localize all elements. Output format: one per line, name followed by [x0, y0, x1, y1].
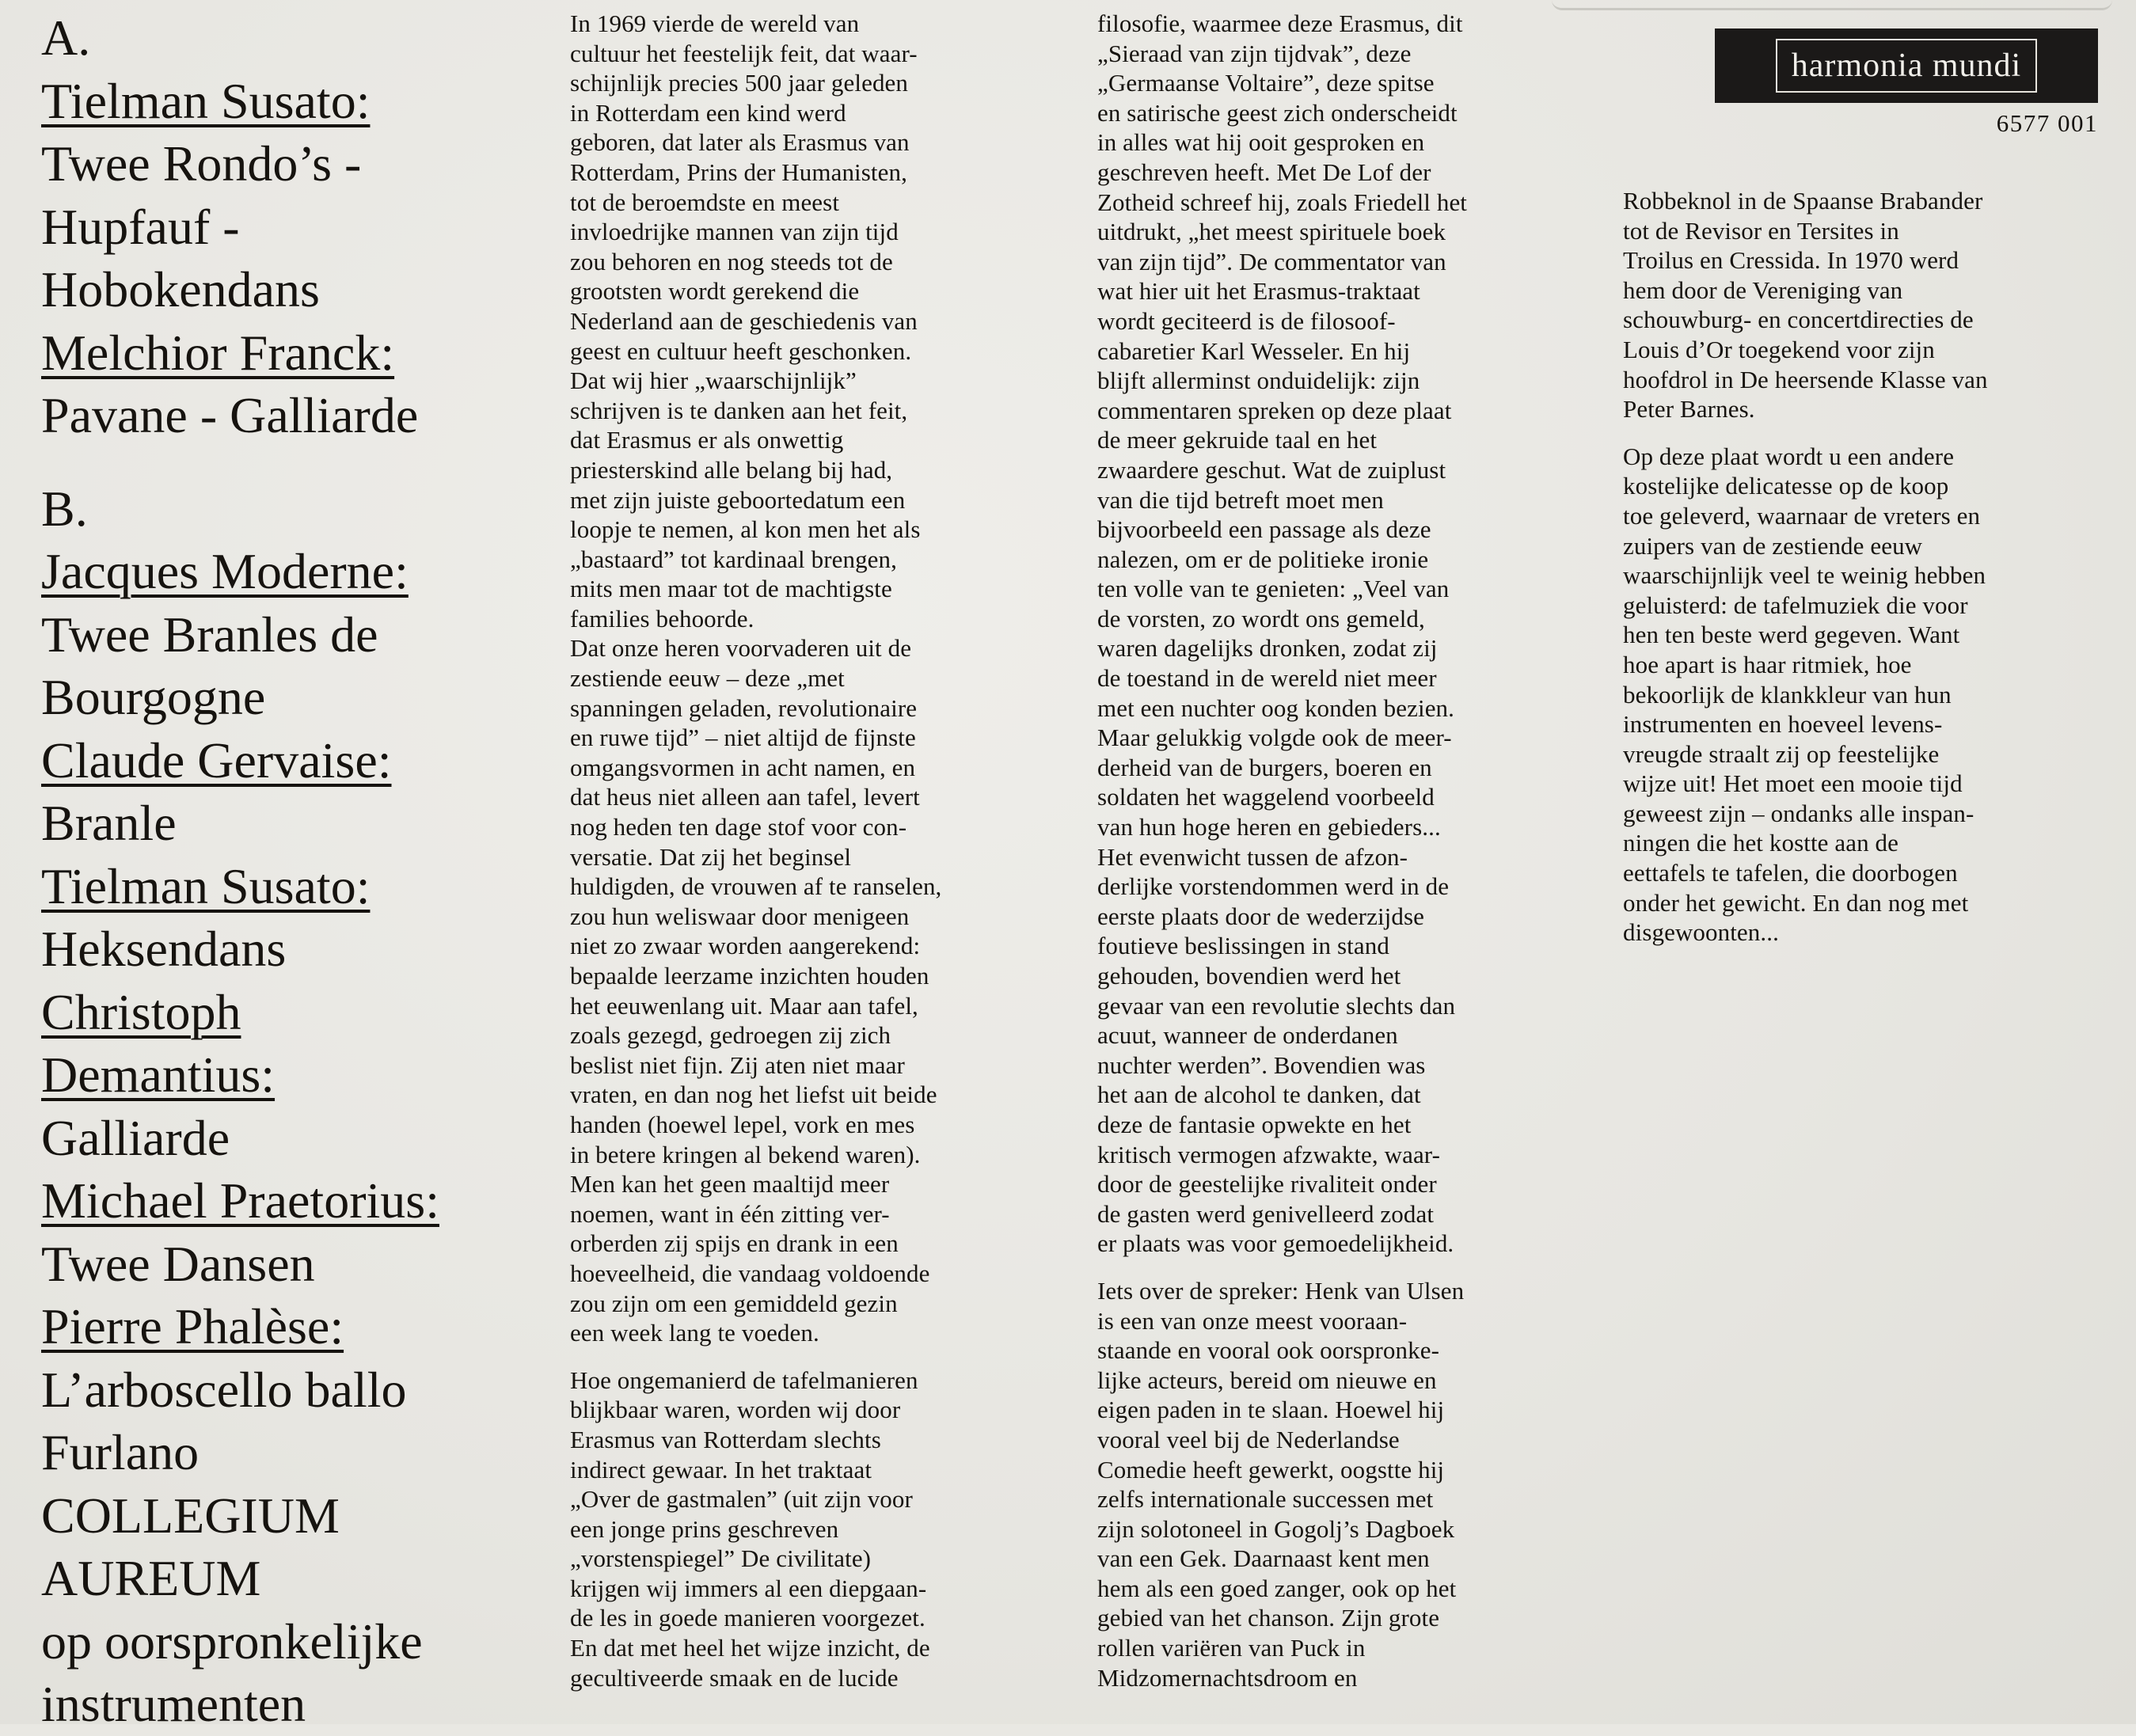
- side-b-label: B.: [41, 480, 88, 537]
- text-line: Op deze plaat wordt u een andere: [1623, 442, 1955, 470]
- side-a-tracks: [41, 70, 548, 447]
- text-line: gevaar van een revolutie slechts dan: [1097, 991, 1456, 1020]
- text-line: vraten, en dan nog het liefst uit beide: [570, 1081, 937, 1109]
- work-title: Twee Dansen: [41, 1235, 315, 1292]
- text-line: Dat onze heren voorvaderen uit de: [570, 634, 912, 663]
- work-title: Hupfauf -: [41, 198, 240, 255]
- composer-name: Tielman Susato:: [41, 857, 371, 914]
- text-line: wijze uit! Het moet een mooie tijd: [1623, 769, 1963, 798]
- text-line: acuut, wanneer de onderdanen: [1097, 1021, 1398, 1050]
- text-line: wordt geciteerd is de filosoof-: [1097, 306, 1396, 335]
- text-line: de toestand in de wereld niet meer: [1097, 664, 1437, 693]
- text-line: zou zijn om een gemiddeld gezin: [570, 1289, 898, 1317]
- paragraph: [1623, 442, 2114, 948]
- work-title: Furlano: [41, 1424, 200, 1480]
- text-line: versatie. Dat zij het beginsel: [570, 842, 852, 871]
- text-line: In 1969 vierde de wereld van: [570, 9, 860, 37]
- text-line: Troilus en Cressida. In 1970 werd: [1623, 246, 1959, 275]
- text-line: instrumenten en hoeveel levens-: [1623, 710, 1943, 739]
- work-title: AUREUM: [41, 1550, 261, 1606]
- text-line: gehouden, bovendien werd het: [1097, 962, 1401, 990]
- paragraph-gap: [1097, 1259, 1572, 1276]
- text-line: hoe apart is haar ritmiek, hoe: [1623, 650, 1912, 678]
- text-line: geest en cultuur heeft geschonken.: [570, 336, 912, 365]
- text-line: is een van onze meest vooraan-: [1097, 1306, 1408, 1335]
- text-line: waarschijnlijk veel te weinig hebben: [1623, 561, 1986, 590]
- work-title: instrumenten: [41, 1676, 306, 1732]
- text-line: Men kan het geen maaltijd meer: [570, 1170, 890, 1198]
- text-line: huldigden, de vrouwen af te ranselen,: [570, 872, 942, 901]
- work-title: op oorspronkelijke: [41, 1613, 423, 1670]
- side-gap: [41, 447, 548, 477]
- text-line: Dat wij hier „waarschijnlijk”: [570, 367, 857, 395]
- paragraph: [1623, 186, 2114, 424]
- work-title: Twee Branles de: [41, 606, 378, 663]
- text-line: blijkbaar waren, worden wij door: [570, 1396, 901, 1424]
- text-line: lijke acteurs, bereid om nieuwe en: [1097, 1366, 1437, 1394]
- text-line: eettafels te tafelen, die doorbogen: [1623, 859, 1958, 887]
- text-line: geboren, dat later als Erasmus van: [570, 128, 910, 157]
- work-title: Bourgogne: [41, 669, 266, 725]
- text-line: een jonge prins geschreven: [570, 1514, 839, 1543]
- work-title: COLLEGIUM: [41, 1487, 340, 1544]
- text-line: eigen paden in te slaan. Hoewel hij: [1097, 1396, 1445, 1424]
- paragraph-gap: [1623, 424, 2114, 442]
- logo-text: harmonia mundi: [1776, 39, 2037, 93]
- text-line: En dat met heel het wijze inzicht, de: [570, 1634, 930, 1662]
- text-line: hoofdrol in De heersende Klasse van: [1623, 365, 1988, 393]
- text-line: van hun hoge heren en gebieders...: [1097, 813, 1441, 841]
- text-line: bijvoorbeeld een passage als deze: [1097, 515, 1431, 544]
- text-line: waren dagelijks dronken, zodat zij: [1097, 634, 1438, 663]
- text-line: staande en vooral ook oorspronke-: [1097, 1336, 1440, 1365]
- text-line: soldaten het waggelend voorbeeld: [1097, 783, 1435, 811]
- composer-name: Pierre Phalèse:: [41, 1298, 344, 1354]
- text-line: de meer gekruide taal en het: [1097, 426, 1378, 454]
- text-line: loopje te nemen, al kon men het als: [570, 515, 921, 544]
- text-line: hem door de Vereniging van: [1623, 275, 1903, 304]
- text-line: wat hier uit het Erasmus-traktaat: [1097, 277, 1420, 306]
- paragraph: [1097, 9, 1572, 1259]
- text-line: in Rotterdam een kind werd: [570, 98, 846, 127]
- text-line: handen (hoewel lepel, vork en mes: [570, 1110, 915, 1138]
- composer-name: Claude Gervaise:: [41, 731, 392, 788]
- text-line: er plaats was voor gemoedelijkheid.: [1097, 1229, 1454, 1258]
- text-line: foutieve beslissingen in stand: [1097, 932, 1389, 960]
- text-line: krijgen wij immers al een diepgaan-: [570, 1574, 927, 1602]
- text-line: dat Erasmus er als onwettig: [570, 426, 844, 454]
- text-line: deze de fantasie opwekte en het: [1097, 1110, 1412, 1138]
- liner-notes-column-3: [1623, 186, 2114, 948]
- text-line: tot de Revisor en Tersites in: [1623, 216, 1899, 245]
- text-line: disgewoonten...: [1623, 918, 1779, 947]
- text-line: bekoorlijk de klankkleur van hun: [1623, 680, 1952, 708]
- paragraph: [570, 1366, 1045, 1693]
- text-line: zwaardere geschut. Wat de zuiplust: [1097, 455, 1446, 484]
- composer-name: Demantius:: [41, 1047, 276, 1103]
- composer-name: Jacques Moderne:: [41, 543, 409, 599]
- catalog-number: 6577 001: [1996, 109, 2098, 137]
- text-line: kostelijke delicatesse op de koop: [1623, 472, 1949, 500]
- text-line: rollen variëren van Puck in: [1097, 1634, 1366, 1662]
- composer-name: Tielman Susato:: [41, 72, 371, 129]
- text-line: blijft allerminst onduidelijk: zijn: [1097, 367, 1420, 395]
- text-line: zestiende eeuw – deze „met: [570, 664, 845, 693]
- text-line: vreugde straalt zij op feestelijke: [1623, 739, 1940, 768]
- text-line: omgangsvormen in acht namen, en: [570, 753, 916, 781]
- text-line: geschreven heeft. Met De Lof der: [1097, 158, 1431, 186]
- side-a-label: A.: [41, 9, 91, 66]
- text-line: het eeuwenlang uit. Maar aan tafel,: [570, 991, 918, 1020]
- text-line: van een Gek. Daarnaast kent men: [1097, 1544, 1430, 1573]
- text-line: door de geestelijke rivaliteit onder: [1097, 1170, 1437, 1198]
- text-line: bepaalde leerzame inzichten houden: [570, 962, 929, 990]
- text-line: Het evenwicht tussen de afzon-: [1097, 842, 1408, 871]
- text-line: Peter Barnes.: [1623, 395, 1755, 424]
- text-line: geweest zijn – ondanks alle inspan-: [1623, 799, 1974, 827]
- text-line: van zijn tijd”. De commentator van: [1097, 247, 1446, 275]
- work-title: Heksendans: [41, 921, 287, 977]
- text-line: Maar gelukkig volgde ook de meer-: [1097, 724, 1452, 752]
- text-line: Zotheid schreef hij, zoals Friedell het: [1097, 188, 1468, 216]
- paragraph: [1097, 1276, 1572, 1692]
- text-line: schouwburg- en concertdirecties de: [1623, 306, 1974, 334]
- text-line: het aan de alcohol te danken, dat: [1097, 1081, 1421, 1109]
- text-line: commentaren spreken op deze plaat: [1097, 396, 1452, 424]
- text-line: zoals gezegd, gedroegen zij zich: [570, 1021, 891, 1050]
- text-line: geluisterd: de tafelmuziek die voor: [1623, 591, 1968, 619]
- text-line: gecultiveerde smaak en de lucide: [570, 1663, 899, 1692]
- text-line: eerste plaats door de wederzijdse: [1097, 902, 1425, 930]
- text-line: Erasmus van Rotterdam slechts: [570, 1425, 881, 1453]
- text-line: Robbeknol in de Spaanse Brabander: [1623, 187, 1983, 215]
- text-line: niet zo zwaar worden aangerekend:: [570, 932, 921, 960]
- composer-name: Michael Praetorius:: [41, 1172, 439, 1229]
- text-line: hen ten beste werd gegeven. Want: [1623, 621, 1960, 649]
- liner-notes-column-2: [1097, 9, 1572, 1692]
- text-line: Comedie heeft gewerkt, oogstte hij: [1097, 1455, 1445, 1483]
- work-title: Branle: [41, 795, 177, 851]
- text-line: families behoorde.: [570, 604, 754, 632]
- harmonia-mundi-logo: [1716, 30, 2096, 101]
- text-line: grootsten wordt gerekend die: [570, 277, 860, 306]
- text-line: van die tijd betreft moet men: [1097, 485, 1384, 514]
- text-line: orberden zij spijs en drank in een: [570, 1229, 899, 1258]
- text-line: zou behoren en nog steeds tot de: [570, 247, 893, 275]
- text-line: „Over de gastmalen” (uit zijn voor: [570, 1485, 913, 1514]
- text-line: dat heus niet alleen aan tafel, levert: [570, 783, 920, 811]
- text-line: vooral veel bij de Nederlandse: [1097, 1425, 1400, 1453]
- text-line: hoeveelheid, die vandaag voldoende: [570, 1259, 930, 1287]
- text-line: invloedrijke mannen van zijn tijd: [570, 218, 899, 246]
- work-title: Hobokendans: [41, 261, 320, 317]
- work-title: L’arboscello ballo: [41, 1361, 407, 1418]
- text-line: cabaretier Karl Wesseler. En hij: [1097, 336, 1411, 365]
- text-line: „vorstenspiegel” De civilitate): [570, 1544, 872, 1573]
- text-line: zijn solotoneel in Gogolj’s Dagboek: [1097, 1514, 1455, 1543]
- text-line: zelfs internationale successen met: [1097, 1485, 1434, 1514]
- text-line: Nederland aan de geschiedenis van: [570, 306, 918, 335]
- text-line: in alles wat hij ooit gesproken en: [1097, 128, 1425, 157]
- side-b-tracks: [41, 540, 548, 1736]
- text-line: in betere kringen al bekend waren).: [570, 1140, 921, 1168]
- text-line: de vorsten, zo wordt ons gemeld,: [1097, 604, 1425, 632]
- text-line: indirect gewaar. In het traktaat: [570, 1455, 872, 1483]
- text-line: onder het gewicht. En dan nog met: [1623, 888, 1969, 917]
- composer-name: Melchior Franck:: [41, 324, 395, 381]
- text-line: met zijn juiste geboortedatum een: [570, 485, 906, 514]
- text-line: zou hun weliswaar door menigeen: [570, 902, 910, 930]
- work-title: Galliarde: [41, 1109, 230, 1166]
- paragraph-gap: [570, 1348, 1045, 1366]
- text-line: „bastaard” tot kardinaal brengen,: [570, 545, 897, 573]
- text-line: Iets over de spreker: Henk van Ulsen: [1097, 1276, 1465, 1305]
- text-line: en satirische geest zich onderscheidt: [1097, 98, 1458, 127]
- text-line: filosofie, waarmee deze Erasmus, dit: [1097, 9, 1463, 37]
- text-line: noemen, want in één zitting ver-: [570, 1199, 890, 1228]
- text-line: nalezen, om er de politieke ironie: [1097, 545, 1429, 573]
- text-line: spanningen geladen, revolutionaire: [570, 693, 918, 722]
- program-listing: [41, 6, 548, 1736]
- text-line: nuchter werden”. Bovendien was: [1097, 1050, 1426, 1079]
- work-title: Twee Rondo’s -: [41, 135, 362, 192]
- text-line: de les in goede manieren voorgezet.: [570, 1604, 925, 1632]
- liner-notes-column-1: [570, 9, 1045, 1692]
- text-line: zuipers van de zestiende eeuw: [1623, 531, 1923, 560]
- text-line: „Germaanse Voltaire”, deze spitse: [1097, 69, 1435, 97]
- text-line: priesterskind alle belang bij had,: [570, 455, 893, 484]
- text-line: beslist niet fijn. Zij aten niet maar: [570, 1050, 905, 1079]
- text-line: Midzomernachtsdroom en: [1097, 1663, 1358, 1692]
- text-line: hem als een goed zanger, ook op het: [1097, 1574, 1457, 1602]
- text-line: de gasten werd genivelleerd zodat: [1097, 1199, 1435, 1228]
- text-line: toe geleverd, waarnaar de vreters en: [1623, 501, 1981, 530]
- text-line: en ruwe tijd” – niet altijd de fijnste: [570, 724, 916, 752]
- text-line: Hoe ongemanierd de tafelmanieren: [570, 1366, 918, 1394]
- text-line: kritisch vermogen afzwakte, waar-: [1097, 1140, 1441, 1168]
- text-line: schijnlijk precies 500 jaar geleden: [570, 69, 909, 97]
- text-line: derlijke vorstendommen werd in de: [1097, 872, 1450, 901]
- work-title: Pavane - Galliarde: [41, 387, 419, 443]
- composer-name: Christoph: [41, 983, 241, 1040]
- text-line: Rotterdam, Prins der Humanisten,: [570, 158, 907, 186]
- sleeve-edge: [1552, 0, 2112, 10]
- text-line: uitdrukt, „het meest spirituele boek: [1097, 218, 1446, 246]
- text-line: gebied van het chanson. Zijn grote: [1097, 1604, 1440, 1632]
- text-line: tot de beroemdste en meest: [570, 188, 840, 216]
- text-line: „Sieraad van zijn tijdvak”, deze: [1097, 39, 1412, 67]
- text-line: derheid van de burgers, boeren en: [1097, 753, 1432, 781]
- text-line: ningen die het kostte aan de: [1623, 829, 1898, 857]
- text-line: Louis d’Or toegekend voor zijn: [1623, 335, 1935, 363]
- text-line: cultuur het feestelijk feit, dat waar-: [570, 39, 918, 67]
- text-line: nog heden ten dage stof voor con-: [570, 813, 907, 841]
- text-line: met een nuchter oog konden bezien.: [1097, 693, 1455, 722]
- text-line: ten volle van te genieten: „Veel van: [1097, 575, 1450, 603]
- text-line: mits men maar tot de machtigste: [570, 575, 892, 603]
- text-line: schrijven is te danken aan het feit,: [570, 396, 908, 424]
- text-line: een week lang te voeden.: [570, 1319, 819, 1347]
- paragraph: [570, 9, 1045, 1348]
